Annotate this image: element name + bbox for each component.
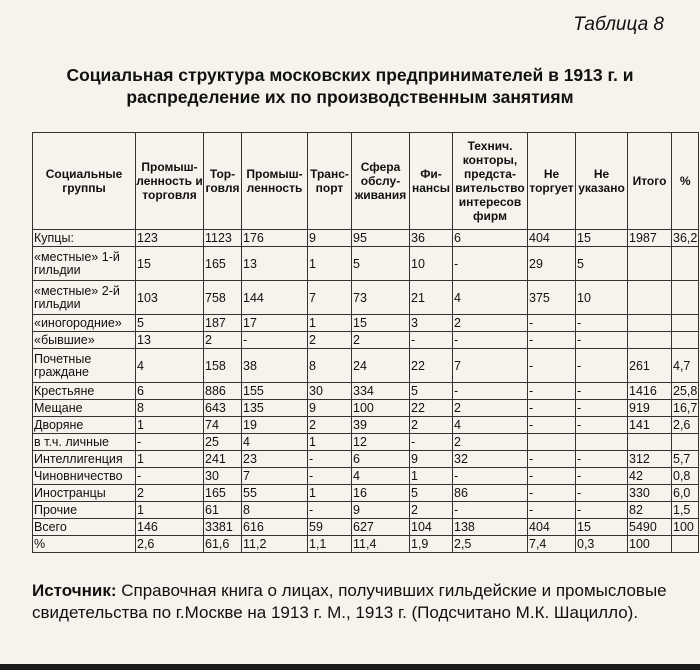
table-cell: 5: [576, 247, 628, 281]
table-cell: 6: [136, 383, 204, 400]
table-cell: 39: [352, 417, 410, 434]
table-cell: 919: [628, 400, 672, 417]
table-cell: 2,6: [672, 417, 699, 434]
table-row: [33, 485, 699, 502]
table-cell: 2: [136, 485, 204, 502]
table-cell: 1: [136, 451, 204, 468]
table-cell: 135: [242, 400, 308, 417]
table-cell: 55: [242, 485, 308, 502]
table-cell: 404: [528, 230, 576, 247]
table-cell: 30: [308, 383, 352, 400]
table-cell: 25: [204, 434, 242, 451]
table-cell: 7,4: [528, 536, 576, 553]
table-cell: 2: [453, 400, 528, 417]
table-cell: 5,7: [672, 451, 699, 468]
table-cell: 61,6: [204, 536, 242, 553]
table-cell: -: [576, 400, 628, 417]
table-cell: 758: [204, 281, 242, 315]
table-cell: -: [242, 332, 308, 349]
table-cell: [672, 247, 699, 281]
table-cell: 95: [352, 230, 410, 247]
column-header: Промыш-ленность и торговля: [136, 133, 204, 230]
table-cell: -: [576, 332, 628, 349]
table-row: [33, 502, 699, 519]
table-cell: 886: [204, 383, 242, 400]
table-cell: 24: [352, 349, 410, 383]
table-cell: 7: [242, 468, 308, 485]
table-cell: [628, 281, 672, 315]
table-cell: 404: [528, 519, 576, 536]
row-label-cell: «иногородние»: [33, 315, 136, 332]
table-cell: 4,7: [672, 349, 699, 383]
column-header: Транс-порт: [308, 133, 352, 230]
table-cell: 141: [628, 417, 672, 434]
table-cell: 138: [453, 519, 528, 536]
table-cell: 17: [242, 315, 308, 332]
table-row: [33, 349, 699, 383]
table-cell: -: [576, 468, 628, 485]
table-cell: [628, 332, 672, 349]
table-cell: 1: [308, 485, 352, 502]
table-cell: 19: [242, 417, 308, 434]
table-cell: 4: [453, 417, 528, 434]
table-cell: 5: [136, 315, 204, 332]
table-cell: 104: [410, 519, 453, 536]
table-cell: 15: [576, 230, 628, 247]
table-cell: -: [453, 502, 528, 519]
table-cell: -: [410, 332, 453, 349]
table-cell: 1: [410, 468, 453, 485]
row-label-cell: Дворяне: [33, 417, 136, 434]
table-cell: 627: [352, 519, 410, 536]
row-label-cell: Всего: [33, 519, 136, 536]
table-cell: 4: [242, 434, 308, 451]
table-cell: [528, 434, 576, 451]
column-header: Социальные группы: [33, 133, 136, 230]
table-cell: 21: [410, 281, 453, 315]
table-cell: 5: [410, 485, 453, 502]
table-cell: -: [308, 468, 352, 485]
table-cell: -: [528, 451, 576, 468]
table-cell: 1,5: [672, 502, 699, 519]
table-cell: -: [136, 468, 204, 485]
table-cell: 144: [242, 281, 308, 315]
row-label-cell: Прочие: [33, 502, 136, 519]
table-cell: 1123: [204, 230, 242, 247]
table-cell: [628, 434, 672, 451]
table-cell: -: [528, 468, 576, 485]
column-header: Сфера обслу-живания: [352, 133, 410, 230]
table-cell: -: [528, 485, 576, 502]
table-cell: 86: [453, 485, 528, 502]
table-cell: 22: [410, 400, 453, 417]
table-row: [33, 536, 699, 553]
table-cell: 10: [576, 281, 628, 315]
table-cell: 158: [204, 349, 242, 383]
table-row: [33, 434, 699, 451]
table-cell: [628, 315, 672, 332]
table-cell: 73: [352, 281, 410, 315]
table-cell: 375: [528, 281, 576, 315]
table-cell: 146: [136, 519, 204, 536]
column-header: %: [672, 133, 699, 230]
table-cell: 241: [204, 451, 242, 468]
table-cell: 2,6: [136, 536, 204, 553]
table-cell: 643: [204, 400, 242, 417]
table-cell: 29: [528, 247, 576, 281]
table-cell: 12: [352, 434, 410, 451]
table-cell: -: [576, 349, 628, 383]
table-cell: 5490: [628, 519, 672, 536]
column-header: Фи-нансы: [410, 133, 453, 230]
row-label-cell: Мещане: [33, 400, 136, 417]
table-cell: 2: [204, 332, 242, 349]
table-cell: 334: [352, 383, 410, 400]
table-cell: [576, 434, 628, 451]
table-cell: 4: [136, 349, 204, 383]
source-text: Справочная книга о лицах, получивших гильдейские и промысловые свидетельства по г.Москве на 1913 г. М., 1913 г. (Подсчитано М.К. Шацилло).: [32, 581, 667, 622]
column-header: Не указано: [576, 133, 628, 230]
row-label-cell: Крестьяне: [33, 383, 136, 400]
table-cell: 3: [410, 315, 453, 332]
table-cell: [628, 247, 672, 281]
table-cell: -: [576, 383, 628, 400]
table-cell: 0,8: [672, 468, 699, 485]
table-cell: 165: [204, 247, 242, 281]
row-label-cell: Купцы:: [33, 230, 136, 247]
table-cell: 1: [308, 247, 352, 281]
table-cell: 4: [453, 281, 528, 315]
table-row: [33, 417, 699, 434]
table-cell: 36,2: [673, 231, 698, 245]
table-row: [33, 451, 699, 468]
row-label-cell: Чиновничество: [33, 468, 136, 485]
table-title: [30, 64, 670, 108]
table-cell: -: [308, 502, 352, 519]
table-cell: 2: [453, 315, 528, 332]
table-cell: 9: [308, 400, 352, 417]
row-label-cell: %: [33, 536, 136, 553]
table-cell: 1: [136, 417, 204, 434]
table-cell: 312: [628, 451, 672, 468]
table-cell: 9: [410, 451, 453, 468]
table-row: [33, 281, 699, 315]
table-cell: [672, 434, 699, 451]
table-cell: -: [453, 468, 528, 485]
table-cell: -: [410, 434, 453, 451]
table-row: [33, 247, 699, 281]
column-header: Итого: [628, 133, 672, 230]
table-cell: 15: [576, 519, 628, 536]
row-label-cell: «бывшие»: [33, 332, 136, 349]
table-cell: -: [453, 247, 528, 281]
table-cell: 23: [242, 451, 308, 468]
table-cell: 103: [136, 281, 204, 315]
source-label: Источник:: [32, 581, 117, 600]
table-cell: -: [528, 315, 576, 332]
column-header: Не торгует: [528, 133, 576, 230]
table-cell: 16: [352, 485, 410, 502]
bottom-edge-bar: [0, 664, 700, 670]
table-cell: 9: [352, 502, 410, 519]
table-row: [33, 332, 699, 349]
table-cell: -: [528, 502, 576, 519]
table-row: [33, 519, 699, 536]
table-cell: -: [528, 400, 576, 417]
table-cell: 22: [410, 349, 453, 383]
table-row: [33, 468, 699, 485]
table-cell: 1416: [628, 383, 672, 400]
header-row: [33, 133, 699, 230]
table-cell: -: [453, 332, 528, 349]
table-cell: 7: [308, 281, 352, 315]
table-cell: 100: [628, 536, 672, 553]
table-cell: [672, 281, 699, 315]
table-cell: 9: [308, 230, 352, 247]
table-cell: 32: [453, 451, 528, 468]
table-cell: 2: [410, 502, 453, 519]
table-cell: [672, 536, 699, 553]
table-cell: 1,9: [410, 536, 453, 553]
table-cell: 74: [204, 417, 242, 434]
table-cell: 0,3: [576, 536, 628, 553]
table-cell: 13: [242, 247, 308, 281]
table-cell: 176: [242, 230, 308, 247]
table-cell: 3381: [204, 519, 242, 536]
table-cell: 261: [628, 349, 672, 383]
table-cell: 61: [204, 502, 242, 519]
table-cell: 8: [308, 349, 352, 383]
row-label-cell: Иностранцы: [33, 485, 136, 502]
table-cell: 2: [308, 417, 352, 434]
row-label-cell: Почетные граждане: [33, 349, 136, 383]
table-cell: 2,5: [453, 536, 528, 553]
table-cell: 25,8: [673, 384, 698, 398]
column-header: Технич. конторы, предста-вительство интересов фирм: [453, 133, 528, 230]
table-cell: 165: [204, 485, 242, 502]
table-title-line-1: Социальная структура московских предпринимателей в 1913 г. и: [66, 65, 634, 85]
table-cell: -: [528, 417, 576, 434]
table-row: [33, 230, 699, 247]
row-label-cell: Интеллигенция: [33, 451, 136, 468]
table-cell: 2: [352, 332, 410, 349]
table-cell: 36: [410, 230, 453, 247]
table-cell: 8: [242, 502, 308, 519]
table-cell: 59: [308, 519, 352, 536]
table-cell: -: [528, 349, 576, 383]
table-cell: -: [576, 485, 628, 502]
table-cell: 5: [410, 383, 453, 400]
table-cell: 11,2: [242, 536, 308, 553]
table-cell: 2: [453, 434, 528, 451]
table-cell: 11,4: [352, 536, 410, 553]
table-cell: 1: [308, 434, 352, 451]
table-cell: 7: [453, 349, 528, 383]
row-label-cell: в т.ч. личные: [33, 434, 136, 451]
row-label-cell: «местные» 2-й гильдии: [33, 281, 136, 315]
table-cell: 1: [136, 502, 204, 519]
column-header: Промыш-ленность: [242, 133, 308, 230]
table-cell: 16,7: [673, 401, 698, 415]
social-structure-table: [32, 132, 699, 553]
table-cell: 330: [628, 485, 672, 502]
table-body: [33, 230, 699, 553]
table-cell: 6,0: [672, 485, 699, 502]
table-cell: -: [576, 417, 628, 434]
table-cell: -: [528, 332, 576, 349]
source-note: [32, 580, 672, 624]
table-cell: 187: [204, 315, 242, 332]
table-cell: 6: [352, 451, 410, 468]
table-cell: 155: [242, 383, 308, 400]
table-cell: -: [576, 315, 628, 332]
table-cell: 30: [204, 468, 242, 485]
table-cell: 38: [242, 349, 308, 383]
table-cell: 8: [136, 400, 204, 417]
table-cell: -: [136, 434, 204, 451]
table-cell: 15: [352, 315, 410, 332]
table-cell: 2: [410, 417, 453, 434]
table-cell: 5: [352, 247, 410, 281]
row-label-cell: «местные» 1-й гильдии: [33, 247, 136, 281]
column-header: Тор-говля: [204, 133, 242, 230]
table-cell: 1987: [628, 230, 672, 247]
table-cell: [672, 315, 699, 332]
table-cell: -: [576, 451, 628, 468]
table-cell: 42: [628, 468, 672, 485]
table-cell: 13: [136, 332, 204, 349]
table-cell: 1,1: [308, 536, 352, 553]
table-cell: -: [308, 451, 352, 468]
table-title-line-2: распределение их по производственным занятиям: [126, 87, 574, 107]
table-cell: [672, 332, 699, 349]
table-cell: 123: [136, 230, 204, 247]
table-cell: 4: [352, 468, 410, 485]
table-cell: 100: [672, 519, 699, 536]
table-cell: 1: [308, 315, 352, 332]
table-cell: 100: [352, 400, 410, 417]
table-cell: -: [528, 383, 576, 400]
table-cell: -: [576, 502, 628, 519]
table-cell: -: [453, 383, 528, 400]
table-row: [33, 400, 699, 417]
table-cell: 82: [628, 502, 672, 519]
table-cell: 6: [453, 230, 528, 247]
table-cell: 616: [242, 519, 308, 536]
table-number-label: Таблица 8: [573, 14, 664, 35]
table-cell: 2: [308, 332, 352, 349]
table-cell: 10: [410, 247, 453, 281]
table-cell: 15: [136, 247, 204, 281]
table-row: [33, 383, 699, 400]
table-row: [33, 315, 699, 332]
